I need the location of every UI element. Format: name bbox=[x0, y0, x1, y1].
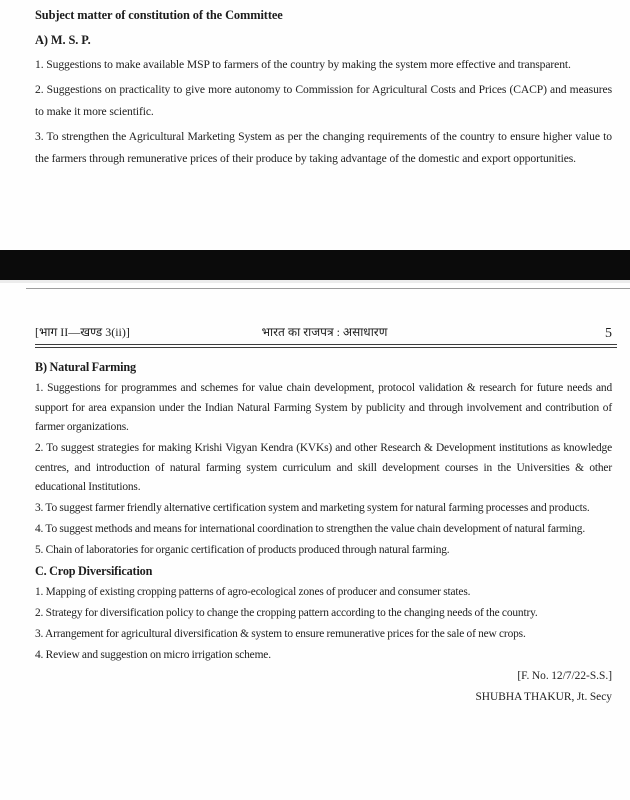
header-part-section: [भाग II—खण्ड 3(ii)] bbox=[35, 325, 130, 339]
msp-item-1: 1. Suggestions to make available MSP to farmers of the country by making the system more effective and transparent. bbox=[35, 58, 571, 71]
natural-farming-item-3: 3. To suggest farmer friendly alternative certification system and marketing system for natural farming processes and products. bbox=[35, 502, 590, 514]
crop-diversification-item-2: 2. Strategy for diversification policy to change the cropping pattern according to the changing needs of the country. bbox=[35, 607, 538, 619]
crop-diversification-item-4: 4. Review and suggestion on micro irrigation scheme. bbox=[35, 649, 271, 661]
msp-item-2: 2. Suggestions on practicality to give more autonomy to Commission for Agricultural Costs and Prices (CACP) and measures to make it more scientific. bbox=[35, 83, 612, 118]
gazette-running-header bbox=[35, 320, 614, 342]
section-title: Subject matter of constitution of the Committee bbox=[35, 8, 283, 22]
natural-farming-item-5: 5. Chain of laboratories for organic certification of products produced through natural farming. bbox=[35, 544, 450, 556]
committee-subject-section bbox=[35, 4, 612, 173]
crop-diversification-heading: C. Crop Diversification bbox=[35, 564, 153, 578]
crop-diversification-item-1: 1. Mapping of existing cropping patterns of agro-ecological zones of producer and consumer states. bbox=[35, 586, 471, 598]
file-number: [F. No. 12/7/22-S.S.] bbox=[517, 670, 612, 682]
natural-farming-item-4: 4. To suggest methods and means for international coordination to strengthen the value chain development of natural farming. bbox=[35, 523, 586, 535]
separator-bar bbox=[0, 250, 630, 283]
header-gazette-title: भारत का राजपत्र : असाधारण bbox=[261, 325, 388, 339]
header-double-rule bbox=[35, 344, 617, 348]
page-edge-line bbox=[26, 288, 630, 289]
page-5-content bbox=[35, 358, 612, 709]
msp-item-3: 3. To strengthen the Agricultural Marketing System as per the changing requirements of the country to ensure higher value to the farmers through remunerative prices of their produce by taking advantage of the domestic and export opportunities. bbox=[35, 130, 612, 165]
crop-diversification-item-3: 3. Arrangement for agricultural diversification & system to ensure remunerative prices for the sale of new crops. bbox=[35, 628, 526, 640]
page-number: 5 bbox=[605, 326, 612, 341]
natural-farming-item-2: 2. To suggest strategies for making Krishi Vigyan Kendra (KVKs) and other Research & Development institutions as knowledge centres, and introduction of natural farming system curriculum and skill development courses in the Universities & other educational Institutions. bbox=[35, 442, 612, 493]
natural-farming-heading: B) Natural Farming bbox=[35, 360, 136, 374]
natural-farming-item-1: 1. Suggestions for programmes and schemes for value chain development, protocol validation & research for future needs and support for area expansion under the Indian Natural Farming System by publicity and through involvement and contribution of farmer organizations. bbox=[35, 382, 612, 433]
msp-heading: A) M. S. P. bbox=[35, 33, 91, 47]
signatory: SHUBHA THAKUR, Jt. Secy bbox=[475, 691, 612, 703]
